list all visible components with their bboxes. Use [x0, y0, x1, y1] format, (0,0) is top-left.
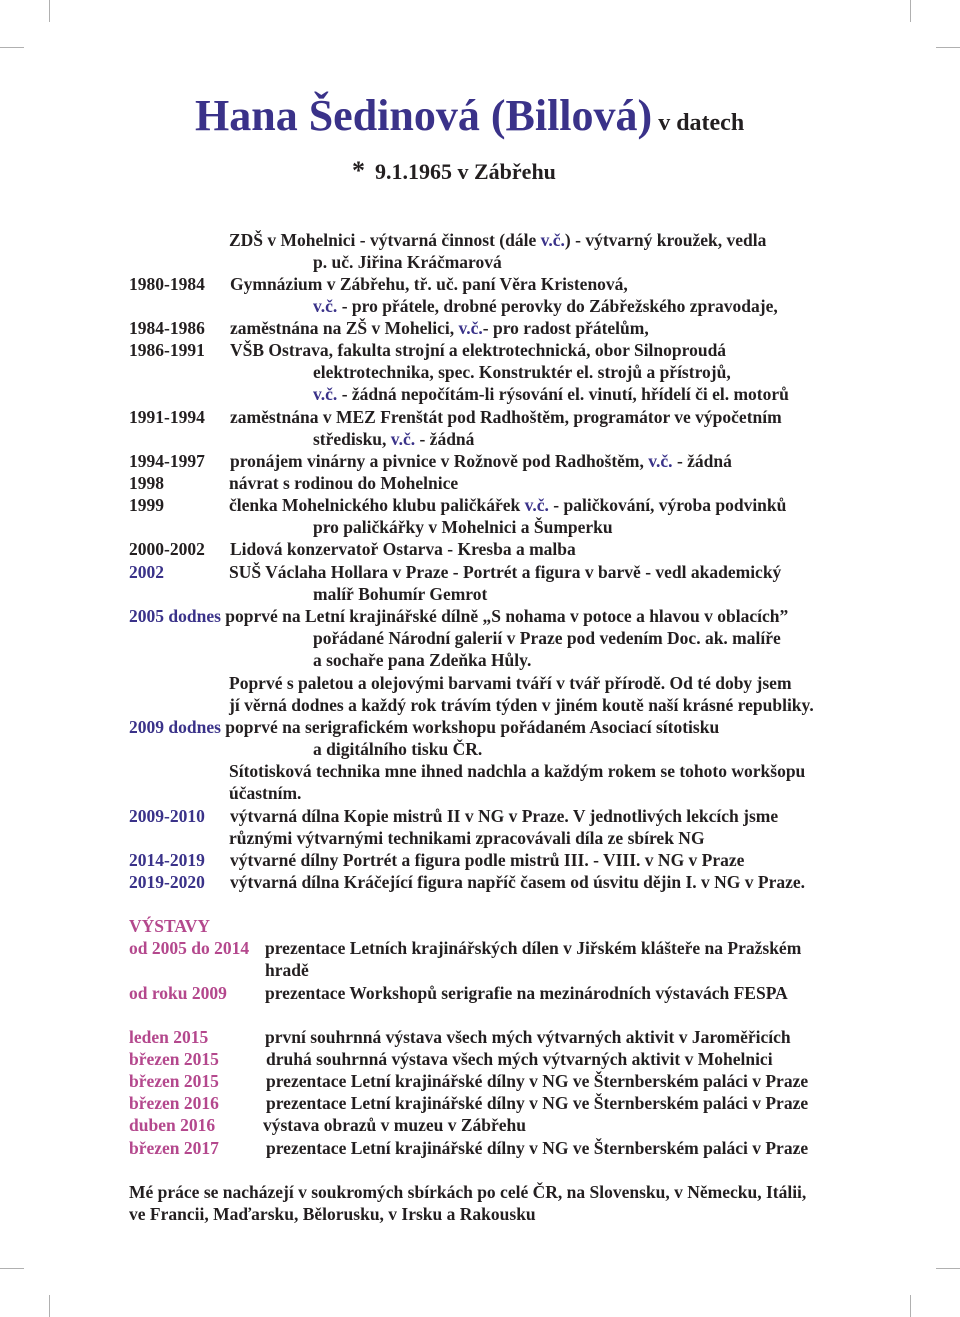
- exhibition-text: první souhrnná výstava všech mých výtvarných aktivit v Jaroměřicích: [265, 1027, 791, 1047]
- collections-note: ve Francii, Maďarsku, Bělorusku, v Irsku a Rakousku: [129, 1204, 536, 1224]
- cv-line: jí věrná dodnes a každý rok trávím týden v jiném koutě naší krásné republiky.: [229, 695, 814, 715]
- cv-line: zaměstnána v MEZ Frenštát pod Radhoštěm, programátor ve výpočetním: [230, 407, 782, 427]
- exhibition-date: březen 2016: [129, 1093, 219, 1113]
- cv-line: pronájem vinárny a pivnice v Rožnově pod Radhoštěm, v.č. - žádná: [230, 451, 732, 471]
- cv-year: 2019-2020: [129, 872, 205, 892]
- cv-line: návrat s rodinou do Mohelnice: [229, 473, 459, 493]
- crop-mark: [49, 1295, 50, 1317]
- cv-line: p. uč. Jiřina Kráčmarová: [313, 252, 502, 272]
- cv-line: účastním.: [229, 783, 302, 803]
- cv-line: Gymnázium v Zábřehu, tř. uč. paní Věra Kristenová,: [230, 274, 628, 294]
- cv-line: v.č. - pro přátele, drobné perovky do Zábřežského zpravodaje,: [313, 296, 778, 316]
- cv-line: SUŠ Václaha Hollara v Praze - Portrét a figura v barvě - vedl akademický: [229, 562, 782, 582]
- cv-line: elektrotechnika, spec. Konstruktér el. strojů a přístrojů,: [313, 362, 731, 382]
- cv-line: v.č. - žádná nepočítám-li rýsování el. vinutí, hřídelí či el. motorů: [313, 384, 789, 404]
- exhibition-text: prezentace Letní krajinářské dílny v NG ve Šternberském paláci v Praze: [266, 1138, 809, 1158]
- crop-mark: [49, 0, 50, 22]
- cv-line: různými výtvarnými technikami zpracovávali díla ze sbírek NG: [229, 828, 705, 848]
- exhibition-date: od roku 2009: [129, 983, 227, 1003]
- crop-mark: [936, 1268, 960, 1269]
- page-title: [195, 90, 744, 141]
- cv-line: pro paličkářky v Mohelnici a Šumperku: [313, 517, 613, 537]
- cv-line: ZDŠ v Mohelnici - výtvarná činnost (dále v.č.) - výtvarný kroužek, vedla: [229, 230, 767, 250]
- cv-year: 2009-2010: [129, 806, 205, 826]
- exhibition-text: prezentace Letní krajinářské dílny v NG ve Šternberském paláci v Praze: [266, 1093, 809, 1113]
- cv-year: 2014-2019: [129, 850, 205, 870]
- exhibition-text: prezentace Letních krajinářských dílen v Jiřském klášteře na Pražském: [265, 938, 802, 958]
- cv-line: malíř Bohumír Gemrot: [313, 584, 488, 604]
- cv-line: členka Mohelnického klubu paličkářek v.č. - paličkování, výroba podvinků: [229, 495, 787, 515]
- cv-line: výtvarné dílny Portrét a figura podle mistrů III. - VIII. v NG v Praze: [230, 850, 745, 870]
- exhibition-text: druhá souhrnná výstava všech mých výtvarných aktivit v Mohelnici: [266, 1049, 773, 1069]
- crop-mark: [0, 47, 24, 48]
- cv-year: 1991-1994: [129, 407, 205, 427]
- cv-year: 1980-1984: [129, 274, 205, 294]
- cv-line: Poprvé s paletou a olejovými barvami tváří v tvář přírodě. Od té doby jsem: [229, 673, 792, 693]
- birth-line: [352, 156, 556, 186]
- cv-line: a digitálního tisku ČR.: [313, 739, 483, 759]
- cv-year: 2002: [129, 562, 164, 582]
- cv-year: 1986-1991: [129, 340, 205, 360]
- cv-line: pořádané Národní galerií v Praze pod vedením Doc. ak. malíře: [313, 628, 781, 648]
- exhibition-text: prezentace Workshopů serigrafie na mezinárodních výstavách FESPA: [265, 983, 788, 1003]
- exhibition-date: duben 2016: [129, 1115, 216, 1135]
- exhibition-date: od 2005 do 2014: [129, 938, 250, 958]
- cv-year: 1984-1986: [129, 318, 205, 338]
- exhibition-text: výstava obrazů v muzeu v Zábřehu: [263, 1115, 526, 1135]
- exhibition-date: březen 2017: [129, 1138, 219, 1158]
- cv-year: 1999: [129, 495, 164, 515]
- exhibitions-heading: VÝSTAVY: [129, 916, 211, 936]
- cv-line: výtvarná dílna Kopie mistrů II v NG v Praze. V jednotlivých lekcích jsme: [230, 806, 779, 826]
- crop-mark: [0, 1268, 24, 1269]
- cv-year: 1998: [129, 473, 164, 493]
- cv-line: a sochaře pana Zdeňka Hůly.: [313, 650, 532, 670]
- cv-line: 2005 dodnes poprvé na Letní krajinářské dílně „S nohama v potoce a hlavou v oblacích”: [129, 606, 789, 626]
- crop-mark: [910, 1295, 911, 1317]
- crop-mark: [910, 0, 911, 22]
- exhibition-text: prezentace Letní krajinářské dílny v NG ve Šternberském paláci v Praze: [266, 1071, 809, 1091]
- exhibition-text: hradě: [265, 960, 309, 980]
- birth-date: 9.1.1965 v Zábřehu: [375, 159, 556, 184]
- crop-mark: [936, 47, 960, 48]
- exhibition-date: březen 2015: [129, 1071, 219, 1091]
- cv-line: VŠB Ostrava, fakulta strojní a elektrotechnická, obor Silnoproudá: [230, 340, 727, 360]
- cv-line: zaměstnána na ZŠ v Mohelici, v.č.- pro radost přátelům,: [230, 318, 649, 338]
- exhibition-date: leden 2015: [129, 1027, 209, 1047]
- title-suffix: v datech: [658, 110, 745, 136]
- cv-line: středisku, v.č. - žádná: [313, 429, 475, 449]
- cv-line: výtvarná dílna Kráčející figura napříč časem od úsvitu dějin I. v NG v Praze.: [230, 872, 806, 892]
- cv-line: Lidová konzervatoř Ostarva - Kresba a malba: [230, 539, 576, 559]
- cv-year: 2000-2002: [129, 539, 205, 559]
- asterisk-icon: *: [352, 156, 365, 185]
- cv-year: 1994-1997: [129, 451, 205, 471]
- collections-note: Mé práce se nacházejí v soukromých sbírkách po celé ČR, na Slovensku, v Německu, Itálii,: [129, 1182, 807, 1202]
- person-name: Hana Šedinová (Billová): [195, 91, 653, 140]
- cv-line: 2009 dodnes poprvé na serigrafickém workshopu pořádaném Asociací sítotisku: [129, 717, 720, 737]
- exhibition-date: březen 2015: [129, 1049, 219, 1069]
- cv-line: Sítotisková technika mne ihned nadchla a každým rokem se tohoto workšopu: [229, 761, 806, 781]
